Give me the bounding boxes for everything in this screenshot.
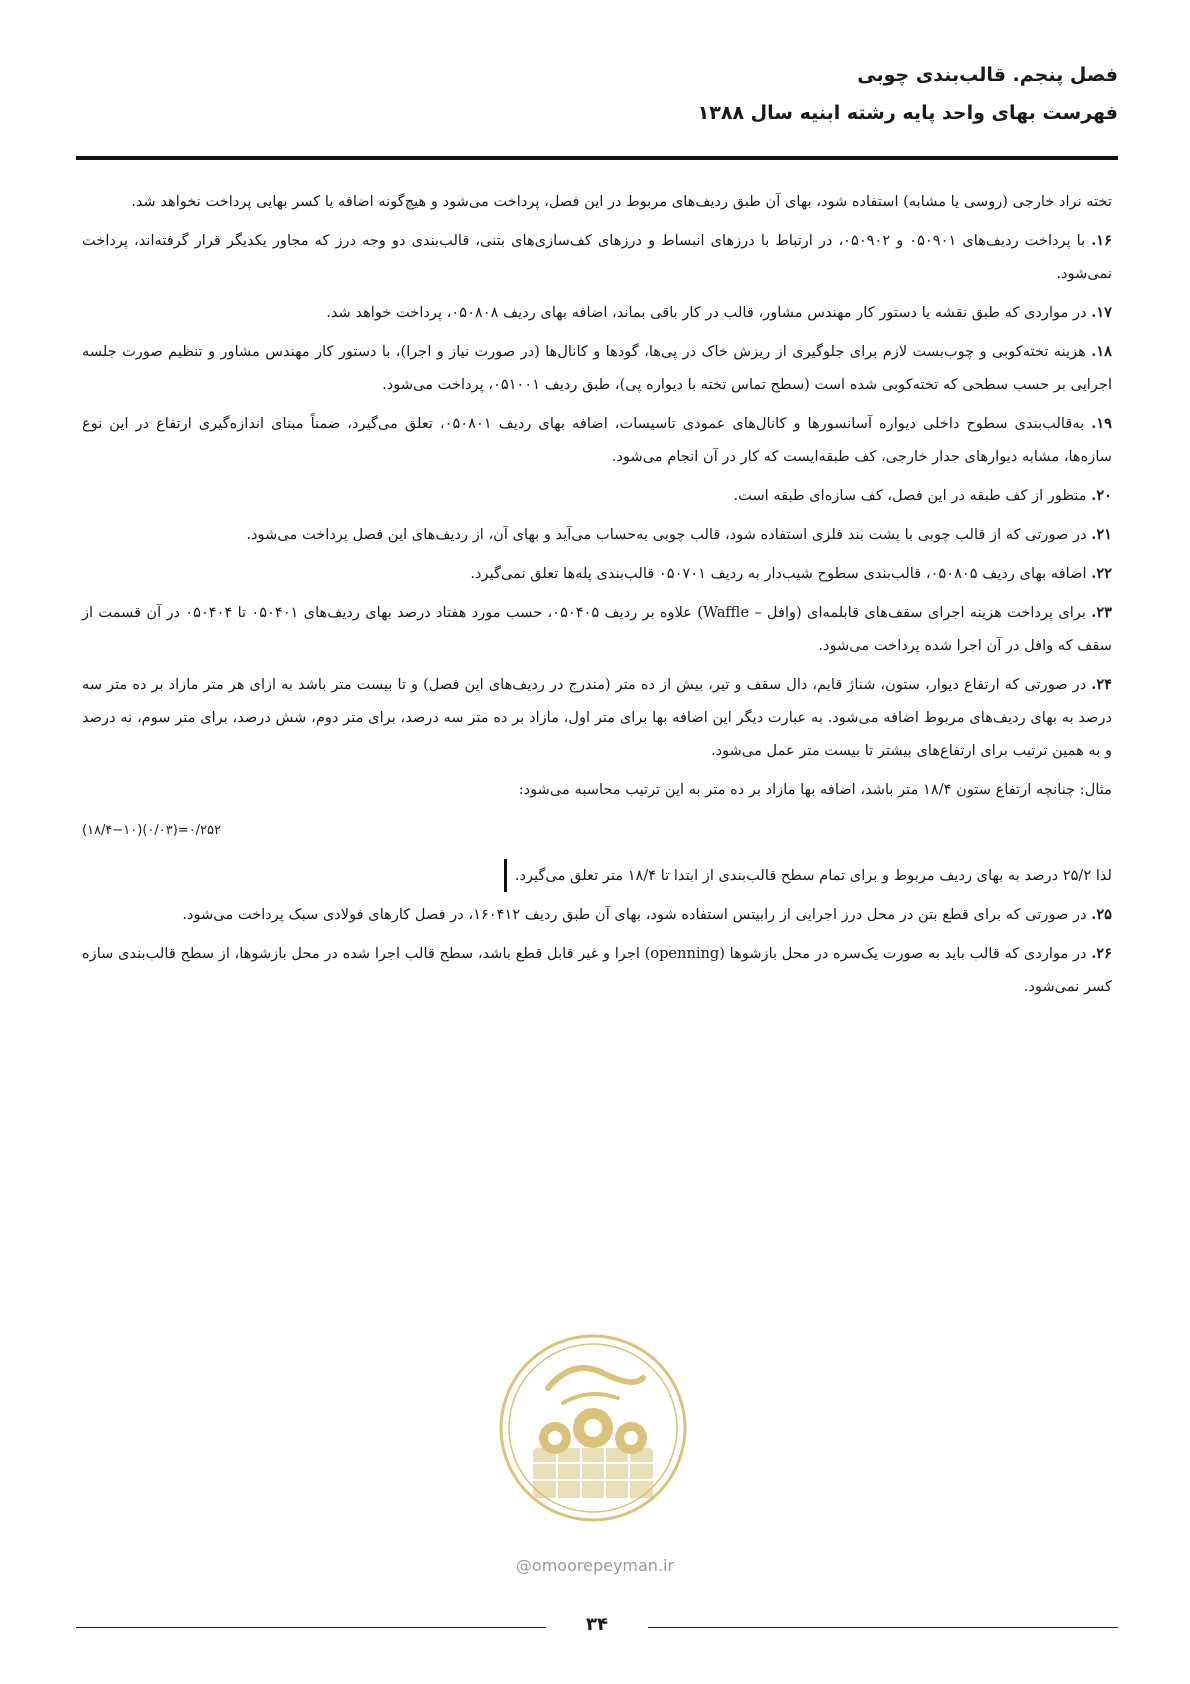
paragraph-text: در صورتی که ارتفاع دیوار، ستون، شناژ قایم، دال سقف و تیر، بیش از ده متر (مندرج در ردیف‌های این فصل) و تا بیست متر باشد به ازای هر متر مازاد بر ده متر سه درصد به بهای ردیف‌های مربوط اضافه می‌شود. به عبارت دیگر این اضافه بها برای متر اول، مازاد بر ده متر سه درصد، برای متر دوم، شش درصد، برای متر سوم، نه درصد و به همین ترتیب برای ارتفاع‌های بیشتر تا بیست متر عمل می‌شود. (82, 676, 1112, 759)
conclusion-text: لذا ۲۵/۲ درصد به بهای ردیف مربوط و برای تمام سطح قالب‌بندی از ابتدا تا ۱۸/۴ متر تعلق می‌گیرد. (504, 859, 1112, 892)
paragraph-20 (82, 479, 1112, 512)
page-number: ۳۴ (586, 1614, 608, 1635)
paragraph-22 (82, 557, 1112, 590)
paragraph-text: به‌قالب‌بندی سطوح داخلی دیواره آسانسورها و کانال‌های عمودی تاسیسات، اضافه بهای ردیف ۰۵۰۸۰۱، تعلق می‌گیرد، ضمناً مبنای اندازه‌گیری ارتفاع در این نوع سازه‌ها، مشابه دیوارهای جدار خارجی، کف طبقه‌ایست که کار در آن انجام می‌شود. (82, 415, 1112, 465)
paragraph-text: اضافه بهای ردیف ۰۵۰۸۰۵، قالب‌بندی سطوح شیب‌دار به ردیف ۰۵۰۷۰۱ قالب‌بندی پله‌ها تعلق نمی‌گیرد. (470, 565, 1092, 582)
paragraph-16 (82, 224, 1112, 290)
paragraph-23 (82, 596, 1112, 662)
footer-rule-left (76, 1627, 546, 1628)
chapter-title: فصل پنجم. قالب‌بندی چوبی (857, 64, 1118, 86)
item-number: ۲۲. (1091, 565, 1112, 582)
footer-rule-right (648, 1627, 1118, 1628)
item-number: ۱۸. (1091, 343, 1112, 360)
paragraph-continuation: تخته نراد خارجی (روسی یا مشابه) استفاده شود، بهای آن طبق ردیف‌های مربوط در این فصل، پرداخت می‌شود و هیچ‌گونه اضافه یا کسر بهایی پرداخت نخواهد شد. (131, 193, 1112, 210)
header-divider (76, 156, 1118, 160)
item-number: ۲۴. (1091, 676, 1112, 693)
paragraph-21 (82, 518, 1112, 551)
paragraph-text: در مواردی که قالب باید به صورت یک‌سره در محل بازشوها (openning) اجرا و غیر قابل قطع باشد، سطح قالب اجرا شده در محل بازشوها، از سطح قالب‌بندی سازه کسر نمی‌شود. (82, 945, 1112, 995)
paragraph-24 (82, 668, 1112, 767)
example-line: مثال: چنانچه ارتفاع ستون ۱۸/۴ متر باشد، اضافه بها مازاد بر ده متر به این ترتیب محاسبه می‌شود: (518, 781, 1112, 798)
paragraph-19 (82, 407, 1112, 473)
paragraph-text: برای پرداخت هزینه اجرای سقف‌های قابلمه‌ای (وافل – Waffle) علاوه بر ردیف ۰۵۰۴۰۵، حسب مورد هفتاد درصد بهای ردیف‌های ۰۵۰۴۰۱ تا ۰۵۰۴۰۴ در آن قسمت از سقف که وافل در آن اجرا شده پرداخت می‌شود. (82, 604, 1112, 654)
item-number: ۲۳. (1091, 604, 1113, 621)
paragraph-text: هزینه تخته‌کوبی و چوب‌بست لازم برای جلوگیری از ریزش خاک در پی‌ها، گودها و کانال‌ها (در صورت نیاز و اجرا)، با دستور کار مهندس مشاور و تنظیم صورت جلسه اجرایی بر حسب سطحی که تخته‌کوبی شده است (سطح تماس تخته با دیواره پی)، طبق ردیف ۰۵۱۰۰۱، پرداخت می‌شود. (82, 343, 1112, 393)
page-header (68, 60, 1118, 128)
paragraph-18 (82, 335, 1112, 401)
paragraph-text: در صورتی که از قالب چوبی با پشت بند فلزی استفاده شود، قالب چوبی به‌حساب می‌آید و بهای آن، از ردیف‌های این فصل پرداخت می‌شود. (246, 526, 1092, 543)
paragraph-text: با پرداخت ردیف‌های ۰۵۰۹۰۱ و ۰۵۰۹۰۲، در ارتباط با درزهای انبساط و درزهای کف‌سازی‌های بتنی، قالب‌بندی دو وجه درز که مجاور یکدیگر قرار گرفته‌اند، پرداخت نمی‌شود. (82, 232, 1112, 282)
item-number: ۲۵. (1091, 906, 1112, 923)
paragraph-17 (82, 296, 1112, 329)
item-number: ۲۱. (1091, 526, 1112, 543)
item-number: ۲۶. (1091, 945, 1112, 962)
item-number: ۱۷. (1091, 304, 1112, 321)
paragraph-text: در صورتی که برای قطع بتن در محل درز اجرایی از رابیتس استفاده شود، بهای آن طبق ردیف ۱۶۰۴۱۲، در فصل کارهای فولادی سبک پرداخت می‌شود. (182, 906, 1092, 923)
watermark-site: @omoorepeyman.ir (515, 1556, 675, 1575)
document-subtitle: فهرست بهای واحد پایه رشته ابنیه سال ۱۳۸۸ (697, 102, 1118, 124)
formula: (۱۸/۴−۱۰)(۰/۰۳)=۰/۲۵۲ (82, 823, 222, 838)
item-number: ۱۶. (1091, 232, 1112, 249)
page-footer (76, 1612, 1118, 1642)
paragraph-26 (82, 937, 1112, 1003)
item-number: ۱۹. (1091, 415, 1113, 432)
body-text (82, 185, 1112, 1009)
watermark-logo-icon (493, 1328, 693, 1528)
conclusion-line (82, 859, 1112, 892)
paragraph-25 (82, 898, 1112, 931)
item-number: ۲۰. (1091, 487, 1112, 504)
paragraph-text: منظور از کف طبقه در این فصل، کف سازه‌ای طبقه است. (733, 487, 1092, 504)
paragraph-text: در مواردی که طبق نقشه یا دستور کار مهندس مشاور، قالب در کار باقی بماند، اضافه بهای ردیف ۰۵۰۸۰۸، پرداخت خواهد شد. (326, 304, 1092, 321)
